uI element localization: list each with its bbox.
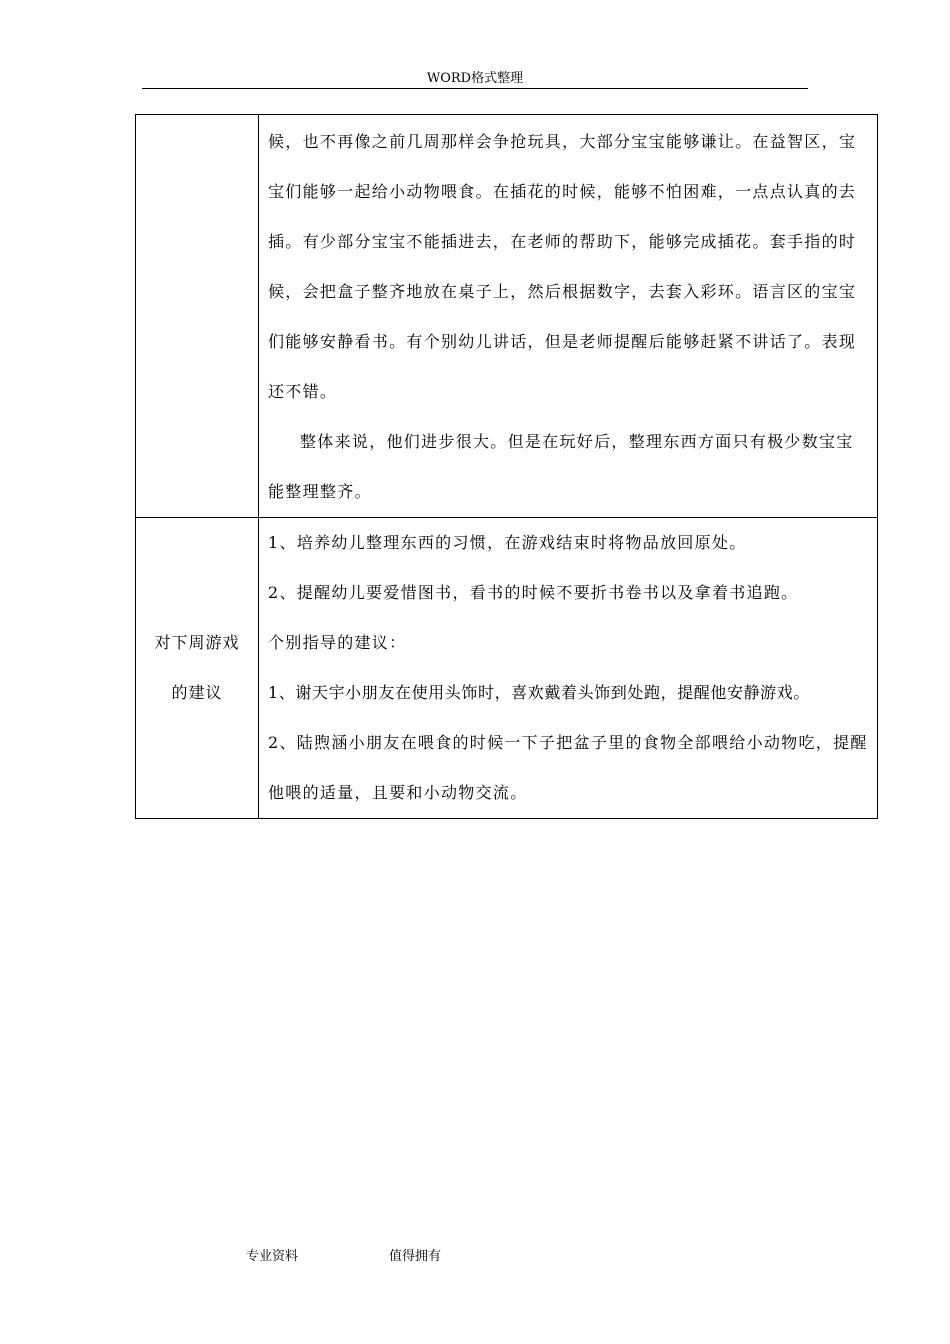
report-table — [135, 114, 878, 819]
row1-label-cell — [136, 115, 259, 518]
row1-content-cell — [259, 115, 878, 518]
row1-paragraph-2: 整体来说，他们进步很大。但是在玩好后，整理东西方面只有极少数宝宝能整理整齐。 — [268, 432, 854, 501]
row2-line-4: 1、谢天宇小朋友在使用头饰时，喜欢戴着头饰到处跑，提醒他安静游戏。 — [268, 683, 810, 702]
row2-label-line2: 的建议 — [171, 683, 223, 702]
row2-line-3: 个别指导的建议： — [268, 633, 407, 652]
page-header: WORD格式整理 — [426, 71, 524, 86]
row2-line-5: 2、陆煦涵小朋友在喂食的时候一下子把盆子里的食物全部喂给小动物吃，提醒他喂的适量，且要和小动物交流。 — [268, 733, 868, 802]
row2-label-line1: 对下周游戏 — [154, 633, 240, 652]
footer-left-text: 专业资料 — [246, 1249, 299, 1264]
table-row — [136, 518, 878, 819]
table-row — [136, 115, 878, 518]
row2-line-1: 1、培养幼儿整理东西的习惯，在游戏结束时将物品放回原处。 — [268, 533, 747, 552]
footer-right-text: 值得拥有 — [389, 1249, 442, 1264]
row2-line-2: 2、提醒幼儿要爱惜图书，看书的时候不要折书卷书以及拿着书追跑。 — [268, 583, 799, 602]
row2-label-cell — [136, 518, 259, 819]
header-rule — [142, 88, 808, 89]
row1-paragraph-1: 候，也不再像之前几周那样会争抢玩具，大部分宝宝能够谦让。在益智区，宝宝们能够一起给小动物喂食。在插花的时候，能够不怕困难，一点点认真的去插。有少部分宝宝不能插进去，在老师的帮助下，能够完成插花。套手指的时候，会把盒子整齐地放在桌子上，然后根据数字，去套入彩环。语言区的宝宝们能够安静看书。有个别幼儿讲话，但是老师提醒后能够赶紧不讲话了。表现还不错。 — [268, 132, 857, 401]
row2-content-cell — [259, 518, 878, 819]
